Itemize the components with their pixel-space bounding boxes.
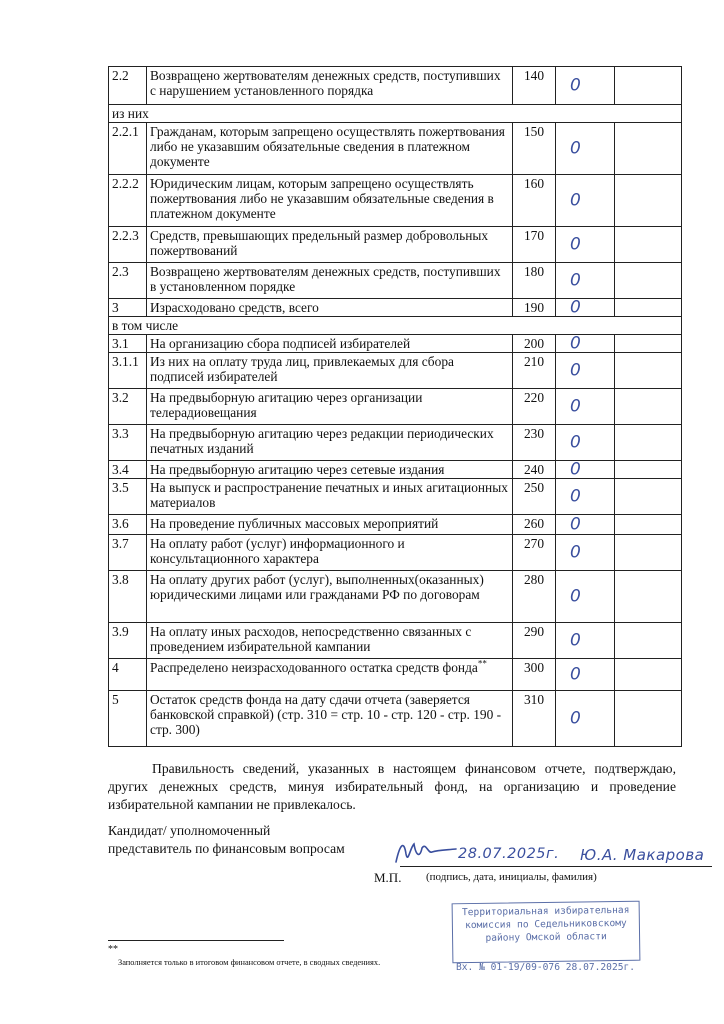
row-value-cell (556, 461, 615, 479)
table-row (109, 123, 682, 175)
row-code: 200 (513, 335, 556, 353)
handwritten-value: 0 (570, 75, 581, 95)
confirmation-text: Правильность сведений, указанных в настоящем финансовом отчете, подтверждаю, других денежных средств, минуя избирательный фонд, на организацию и проведение избирательной кампании не привлекалось. (108, 761, 676, 812)
signature-caption: (подпись, дата, инициалы, фамилия) (426, 871, 597, 883)
row-description-text: Юридическим лицам, которым запрещено осуществлять пожертвования либо не указавшим обязательные сведения в платежном документе (150, 176, 494, 221)
row-description-text: Остаток средств фонда на дату сдачи отчета (заверяется банковской справкой) (стр. 310 = стр. 10 - стр. 120 - стр. 190 - стр. 300) (150, 692, 502, 737)
row-number: 3.4 (109, 461, 147, 479)
row-value-cell (556, 515, 615, 535)
table-row (109, 299, 682, 317)
stamp-line-2: комиссия по Седельниковскому (464, 917, 627, 932)
row-code: 260 (513, 515, 556, 535)
handwritten-value: 0 (570, 542, 581, 562)
row-description (147, 353, 513, 389)
stamp-line-3: району Омской области (485, 931, 607, 944)
handwritten-value: 0 (570, 333, 581, 353)
handwritten-value: 0 (570, 708, 581, 728)
row-description (147, 263, 513, 299)
table-row (109, 263, 682, 299)
row-number: 3.7 (109, 535, 147, 571)
table-row (109, 175, 682, 227)
handwritten-value: 0 (570, 664, 581, 684)
row-number: 2.2 (109, 67, 147, 105)
row-empty-cell (615, 623, 682, 659)
row-description (147, 691, 513, 747)
row-empty-cell (615, 353, 682, 389)
row-number: 2.2.1 (109, 123, 147, 175)
row-description-text: На оплату работ (услуг) информационного и консультационного характера (150, 536, 405, 566)
handwritten-value: 0 (570, 360, 581, 380)
row-description (147, 123, 513, 175)
signer-line-2: представитель по финансовым вопросам (108, 841, 345, 856)
table-row (109, 425, 682, 461)
confirmation-paragraph (108, 760, 676, 814)
handwritten-value: 0 (570, 459, 581, 479)
row-description-text: Возвращено жертвователям денежных средств, поступивших в установленном порядке (150, 264, 501, 294)
row-description (147, 335, 513, 353)
table-row (109, 479, 682, 515)
handwritten-value: 0 (570, 234, 581, 254)
row-value-cell (556, 659, 615, 691)
row-description-text: Гражданам, которым запрещено осуществлять пожертвования либо не указавшим обязательные сведения в платежном документе (150, 124, 505, 169)
table-row (109, 659, 682, 691)
row-empty-cell (615, 67, 682, 105)
row-code: 300 (513, 659, 556, 691)
row-empty-cell (615, 535, 682, 571)
row-value-cell (556, 227, 615, 263)
row-code: 160 (513, 175, 556, 227)
row-number: 3.8 (109, 571, 147, 623)
row-value-cell (556, 353, 615, 389)
row-value-cell (556, 175, 615, 227)
row-value-cell (556, 67, 615, 105)
table-row (109, 461, 682, 479)
row-description (147, 175, 513, 227)
handwritten-signature (392, 834, 462, 868)
signer-line-1: Кандидат/ уполномоченный (108, 823, 271, 838)
row-code: 310 (513, 691, 556, 747)
row-number: 2.2.2 (109, 175, 147, 227)
row-code: 170 (513, 227, 556, 263)
row-number: 3 (109, 299, 147, 317)
row-description (147, 461, 513, 479)
row-description-text: Распределено неизрасходованного остатка средств фонда (150, 660, 478, 675)
row-value-cell (556, 389, 615, 425)
handwritten-value: 0 (570, 514, 581, 534)
row-description (147, 227, 513, 263)
row-empty-cell (615, 571, 682, 623)
row-code: 140 (513, 67, 556, 105)
row-description-text: Израсходовано средств, всего (150, 300, 319, 315)
row-description (147, 623, 513, 659)
row-number: 3.6 (109, 515, 147, 535)
row-empty-cell (615, 263, 682, 299)
row-value-cell (556, 425, 615, 461)
row-description (147, 67, 513, 105)
row-empty-cell (615, 123, 682, 175)
row-number: 2.3 (109, 263, 147, 299)
row-code: 280 (513, 571, 556, 623)
signature-date: 28.07.2025г. (458, 846, 560, 862)
row-description-text: На выпуск и распространение печатных и иных агитационных материалов (150, 480, 508, 510)
row-value-cell (556, 479, 615, 515)
row-value-cell (556, 335, 615, 353)
table-row (109, 515, 682, 535)
row-number: 3.5 (109, 479, 147, 515)
row-code: 210 (513, 353, 556, 389)
handwritten-value: 0 (570, 432, 581, 452)
handwritten-value: 0 (570, 270, 581, 290)
row-empty-cell (615, 389, 682, 425)
row-description (147, 299, 513, 317)
table-row (109, 227, 682, 263)
table-row (109, 691, 682, 747)
row-code: 290 (513, 623, 556, 659)
row-empty-cell (615, 175, 682, 227)
row-description-text: На оплату иных расходов, непосредственно связанных с проведением избирательной кампании (150, 624, 472, 654)
handwritten-value: 0 (570, 297, 581, 317)
row-description-text: Из них на оплату труда лиц, привлекаемых для сбора подписей избирателей (150, 354, 454, 384)
table-row (109, 353, 682, 389)
signature-name: Ю.А. Макарова (580, 846, 705, 864)
handwritten-value: 0 (570, 486, 581, 506)
signer-block (108, 822, 345, 858)
row-number: 3.1 (109, 335, 147, 353)
row-description-text: На организацию сбора подписей избирателей (150, 336, 411, 351)
section-label: в том числе (109, 317, 682, 335)
row-value-cell (556, 623, 615, 659)
row-description (147, 389, 513, 425)
row-code: 180 (513, 263, 556, 299)
row-empty-cell (615, 425, 682, 461)
table-row (109, 335, 682, 353)
row-empty-cell (615, 227, 682, 263)
handwritten-value: 0 (570, 586, 581, 606)
row-value-cell (556, 535, 615, 571)
row-value-cell (556, 571, 615, 623)
footnote-reference: ** (477, 658, 487, 669)
row-code: 220 (513, 389, 556, 425)
signature-line (400, 866, 712, 867)
row-empty-cell (615, 479, 682, 515)
row-description-text: На предвыборную агитацию через сетевые издания (150, 462, 445, 477)
stamp-line-1: Территориальная избирательная (461, 904, 630, 919)
row-number: 3.2 (109, 389, 147, 425)
row-number: 3.9 (109, 623, 147, 659)
handwritten-value: 0 (570, 396, 581, 416)
table-row (109, 389, 682, 425)
table-section-row (109, 317, 682, 335)
row-description (147, 425, 513, 461)
row-description-text: На предвыборную агитацию через организации телерадиовещания (150, 390, 423, 420)
row-number: 2.2.3 (109, 227, 147, 263)
row-value-cell (556, 691, 615, 747)
row-number: 5 (109, 691, 147, 747)
row-description (147, 479, 513, 515)
row-empty-cell (615, 659, 682, 691)
row-empty-cell (615, 461, 682, 479)
row-value-cell (556, 123, 615, 175)
table-row (109, 571, 682, 623)
row-empty-cell (615, 691, 682, 747)
row-description (147, 659, 513, 691)
row-code: 270 (513, 535, 556, 571)
row-code: 190 (513, 299, 556, 317)
row-code: 150 (513, 123, 556, 175)
row-empty-cell (615, 515, 682, 535)
handwritten-value: 0 (570, 138, 581, 158)
row-code: 230 (513, 425, 556, 461)
row-value-cell (556, 263, 615, 299)
row-number: 3.3 (109, 425, 147, 461)
commission-stamp (452, 901, 641, 964)
table-row (109, 67, 682, 105)
seal-place-label: М.П. (374, 870, 402, 885)
row-description-text: На проведение публичных массовых мероприятий (150, 516, 439, 531)
row-description-text: Возвращено жертвователям денежных средств, поступивших с нарушением установленного порядка (150, 68, 501, 98)
row-code: 240 (513, 461, 556, 479)
row-description (147, 515, 513, 535)
row-number: 3.1.1 (109, 353, 147, 389)
financial-report-table (108, 66, 682, 747)
handwritten-value: 0 (570, 190, 581, 210)
row-empty-cell (615, 299, 682, 317)
row-description (147, 535, 513, 571)
stamp-registration: Вх. № 01-19/09-076 28.07.2025г. (456, 962, 636, 973)
row-code: 250 (513, 479, 556, 515)
row-description-text: Средств, превышающих предельный размер добровольных пожертвований (150, 228, 489, 258)
table-row (109, 535, 682, 571)
row-number: 4 (109, 659, 147, 691)
handwritten-value: 0 (570, 630, 581, 650)
section-label: из них (109, 105, 682, 123)
footnote-text: Заполняется только в итоговом финансовом отчете, в сводных сведениях. (118, 958, 381, 967)
footnote-divider (108, 940, 284, 941)
row-value-cell (556, 299, 615, 317)
row-description (147, 571, 513, 623)
footnote-mark: ** (108, 944, 118, 955)
row-description-text: На оплату других работ (услуг), выполненных(оказанных) юридическими лицами или гражданами РФ по договорам (150, 572, 484, 602)
table-row (109, 623, 682, 659)
row-empty-cell (615, 335, 682, 353)
row-description-text: На предвыборную агитацию через редакции периодических печатных изданий (150, 426, 494, 456)
table-section-row (109, 105, 682, 123)
